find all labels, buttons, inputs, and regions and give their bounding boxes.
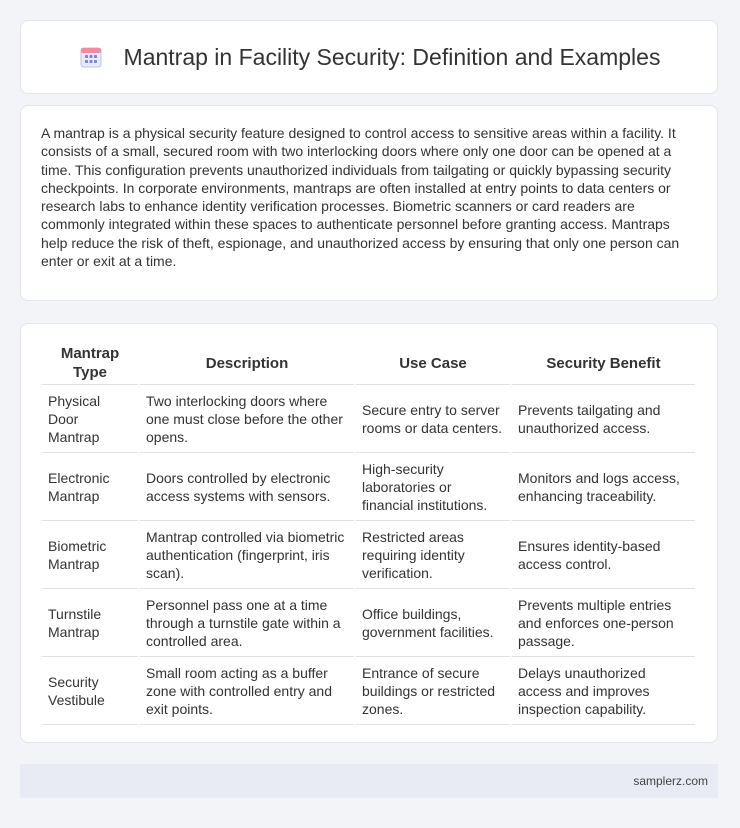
table-cell: Ensures identity-based access control. [512,521,695,589]
table-cell: Delays unauthorized access and improves inspection capability. [512,657,695,725]
table-cell: Office buildings, government facilities. [356,589,510,657]
page-title: Mantrap in Facility Security: Definition and Examples [123,43,661,70]
table-cell: Personnel pass one at a time through a turnstile gate within a controlled area. [140,589,354,657]
table-cell: Doors controlled by electronic access systems with sensors. [140,453,354,521]
table-cell: Security Vestibule [42,657,138,725]
table-cell: Mantrap controlled via biometric authentication (fingerprint, iris scan). [140,521,354,589]
table-cell: Prevents multiple entries and enforces one-person passage. [512,589,695,657]
mantrap-table [40,342,697,725]
column-header: Security Benefit [512,342,695,385]
table-row [42,521,695,589]
table-cell: Restricted areas requiring identity verification. [356,521,510,589]
table-header-row [42,342,695,385]
table-card [20,323,718,743]
intro-paragraph: A mantrap is a physical security feature designed to control access to sensitive areas within a facility. It consists of a small, secured room with two interlocking doors where only one door can be opened at a time. This configuration prevents unauthorized individuals from tailgating or quickly bypassing security checkpoints. In corporate environments, mantraps are often installed at entry points to data centers or research labs to enhance identity verification processes. Biometric scanners or card readers are commonly integrated within these spaces to authenticate personnel before granting access. Mantraps help reduce the risk of theft, espionage, and unauthorized access by ensuring that only one person can enter or exit at a time. [41,125,680,270]
title-card [20,20,718,94]
footer-bar [20,764,718,798]
calendar-grid-icon [78,44,104,70]
table-cell: Electronic Mantrap [42,453,138,521]
intro-card [20,105,718,301]
table-cell: Small room acting as a buffer zone with controlled entry and exit points. [140,657,354,725]
table-row [42,657,695,725]
column-header: Description [140,342,354,385]
table-cell: High-security laboratories or financial institutions. [356,453,510,521]
table-row [42,453,695,521]
table-cell: Two interlocking doors where one must close before the other opens. [140,385,354,453]
table-cell: Secure entry to server rooms or data centers. [356,385,510,453]
table-cell: Physical Door Mantrap [42,385,138,453]
table-row [42,589,695,657]
footer-site-link[interactable]: samplerz.com [633,774,708,788]
table-row [42,385,695,453]
table-cell: Turnstile Mantrap [42,589,138,657]
table-cell: Prevents tailgating and unauthorized access. [512,385,695,453]
table-cell: Biometric Mantrap [42,521,138,589]
table-cell: Monitors and logs access, enhancing traceability. [512,453,695,521]
column-header: Mantrap Type [42,342,138,385]
table-cell: Entrance of secure buildings or restricted zones. [356,657,510,725]
column-header: Use Case [356,342,510,385]
